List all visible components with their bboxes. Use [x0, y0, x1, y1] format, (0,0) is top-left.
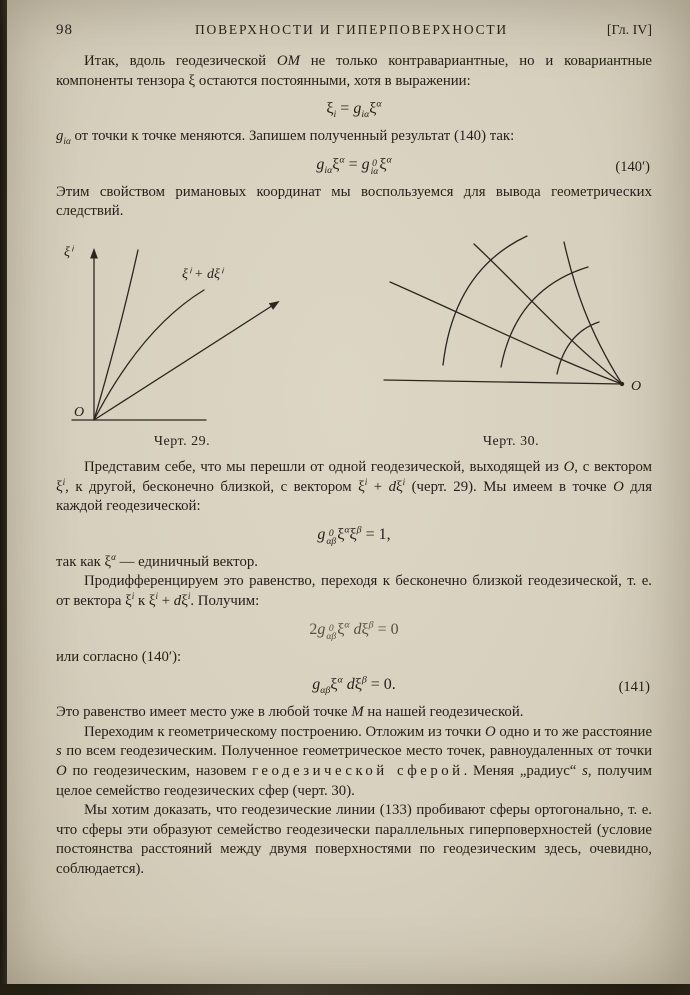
geodesic-curve-2	[94, 290, 204, 420]
figures-row	[56, 234, 652, 450]
equation-141	[56, 674, 652, 696]
paragraph-10: Мы хотим доказать, что геодезические линии (133) пробивают сферы ортогонально, т. е. что сферы эти образуют семейство геодезически параллельных гиперповерхностей (условие постоянства расстояний между двумя поверхностями по геодезическим здесь, очевидно, соблюдается).	[56, 802, 652, 877]
formula: $g_{i\alpha}\xi^\alpha = g$ 0 iα $\xi^\alpha$	[316, 154, 392, 177]
figure-29-drawing	[56, 234, 308, 426]
equation-number: (141)	[618, 679, 650, 696]
convergence-point	[620, 382, 624, 386]
equation-differential	[56, 619, 652, 641]
paragraph-8: Это равенство имеет место уже в любой точке M на нашей геодезической.	[56, 704, 524, 721]
equation-xi-covariant	[56, 98, 652, 120]
paragraph-4: Представим себе, что мы перешли от одной геодезической, выходящей из O, с вектором $\xi^i$, к другой, бесконечно близкой, с вектором $\xi^i + d\xi^i$ (черт. 29). Мы имеем в точке O для каждой геодезической:	[56, 458, 652, 515]
equation-unit-vector	[56, 524, 652, 546]
paragraph-5: так как $\xi^\alpha$ — единичный вектор.	[56, 551, 258, 570]
running-header	[56, 22, 652, 39]
origin-label: O	[74, 404, 85, 420]
header-chapter: [Гл. IV]	[606, 23, 652, 38]
formula: $g_{\alpha\beta}\xi^\alpha$ $d\xi^\beta = 0$.	[312, 674, 396, 697]
equation-number: (140′)	[615, 158, 650, 175]
page-content	[56, 22, 652, 879]
geodesic-ray-bottom	[384, 380, 622, 384]
axis-label-xi: ξⁱ	[64, 244, 73, 260]
geodesic-ray-2	[390, 282, 622, 384]
scan-edge-bottom	[0, 984, 690, 995]
paragraph-3: Этим свойством римановых координат мы воспользуемся для вывода геометрических следствий.	[56, 183, 652, 220]
geodesic-ray-4	[564, 242, 622, 384]
paragraph-6: Продифференцируем это равенство, переходя к бесконечно близкой геодезической, т. е. от вектора $\xi^i$ к $\xi^i + d\xi^i$. Получим:	[56, 573, 652, 609]
figure-30	[370, 234, 652, 450]
formula: g 0 αβ $\xi^\alpha\xi^\beta = 1$,	[317, 524, 391, 547]
paragraph-9: Переходим к геометрическому построению. Отложим из точки O одно и то же расстояние s по всем геодезическим. Полученное геометрическое место точек, равноудаленных от точки O по геодезическим, назовем геодезической сферой. Меняя „радиус“ s, получим целое семейство геодезических сфер (черт. 30).	[56, 723, 653, 799]
figure-29	[56, 234, 308, 450]
equation-140-prime	[56, 154, 652, 176]
geodesic-ray-3	[474, 244, 622, 384]
figure-30-drawing	[370, 234, 652, 426]
scan-edge-left	[0, 0, 7, 995]
page-number: 98	[56, 22, 73, 38]
point-label-o: O	[631, 378, 642, 394]
vector-label: ξⁱ + dξⁱ	[182, 266, 223, 282]
header-title: ПОВЕРХНОСТИ И ГИПЕРПОВЕРХНОСТИ	[195, 22, 508, 37]
paragraph-2: $g_{i\alpha}$ от точки к точке меняются. Запишем полученный результат (140) так:	[56, 128, 515, 147]
paragraph-7: или согласно (140′):	[56, 648, 182, 665]
figure-30-caption: Черт. 30.	[482, 433, 540, 449]
figure-29-caption: Черт. 29.	[153, 433, 211, 449]
geodesic-curve-1	[94, 250, 138, 420]
formula: $\xi_i = g_{i\alpha}\xi^\alpha$	[326, 98, 382, 121]
formula: 2g 0 αβ $\xi^\alpha$ $d\xi^\beta = 0$	[309, 619, 399, 642]
paragraph-1: Итак, вдоль геодезической ОМ не только контравариантные, но и ковариантные компоненты тензора ξ остаются постоянными, хотя в выражении:	[56, 53, 652, 89]
